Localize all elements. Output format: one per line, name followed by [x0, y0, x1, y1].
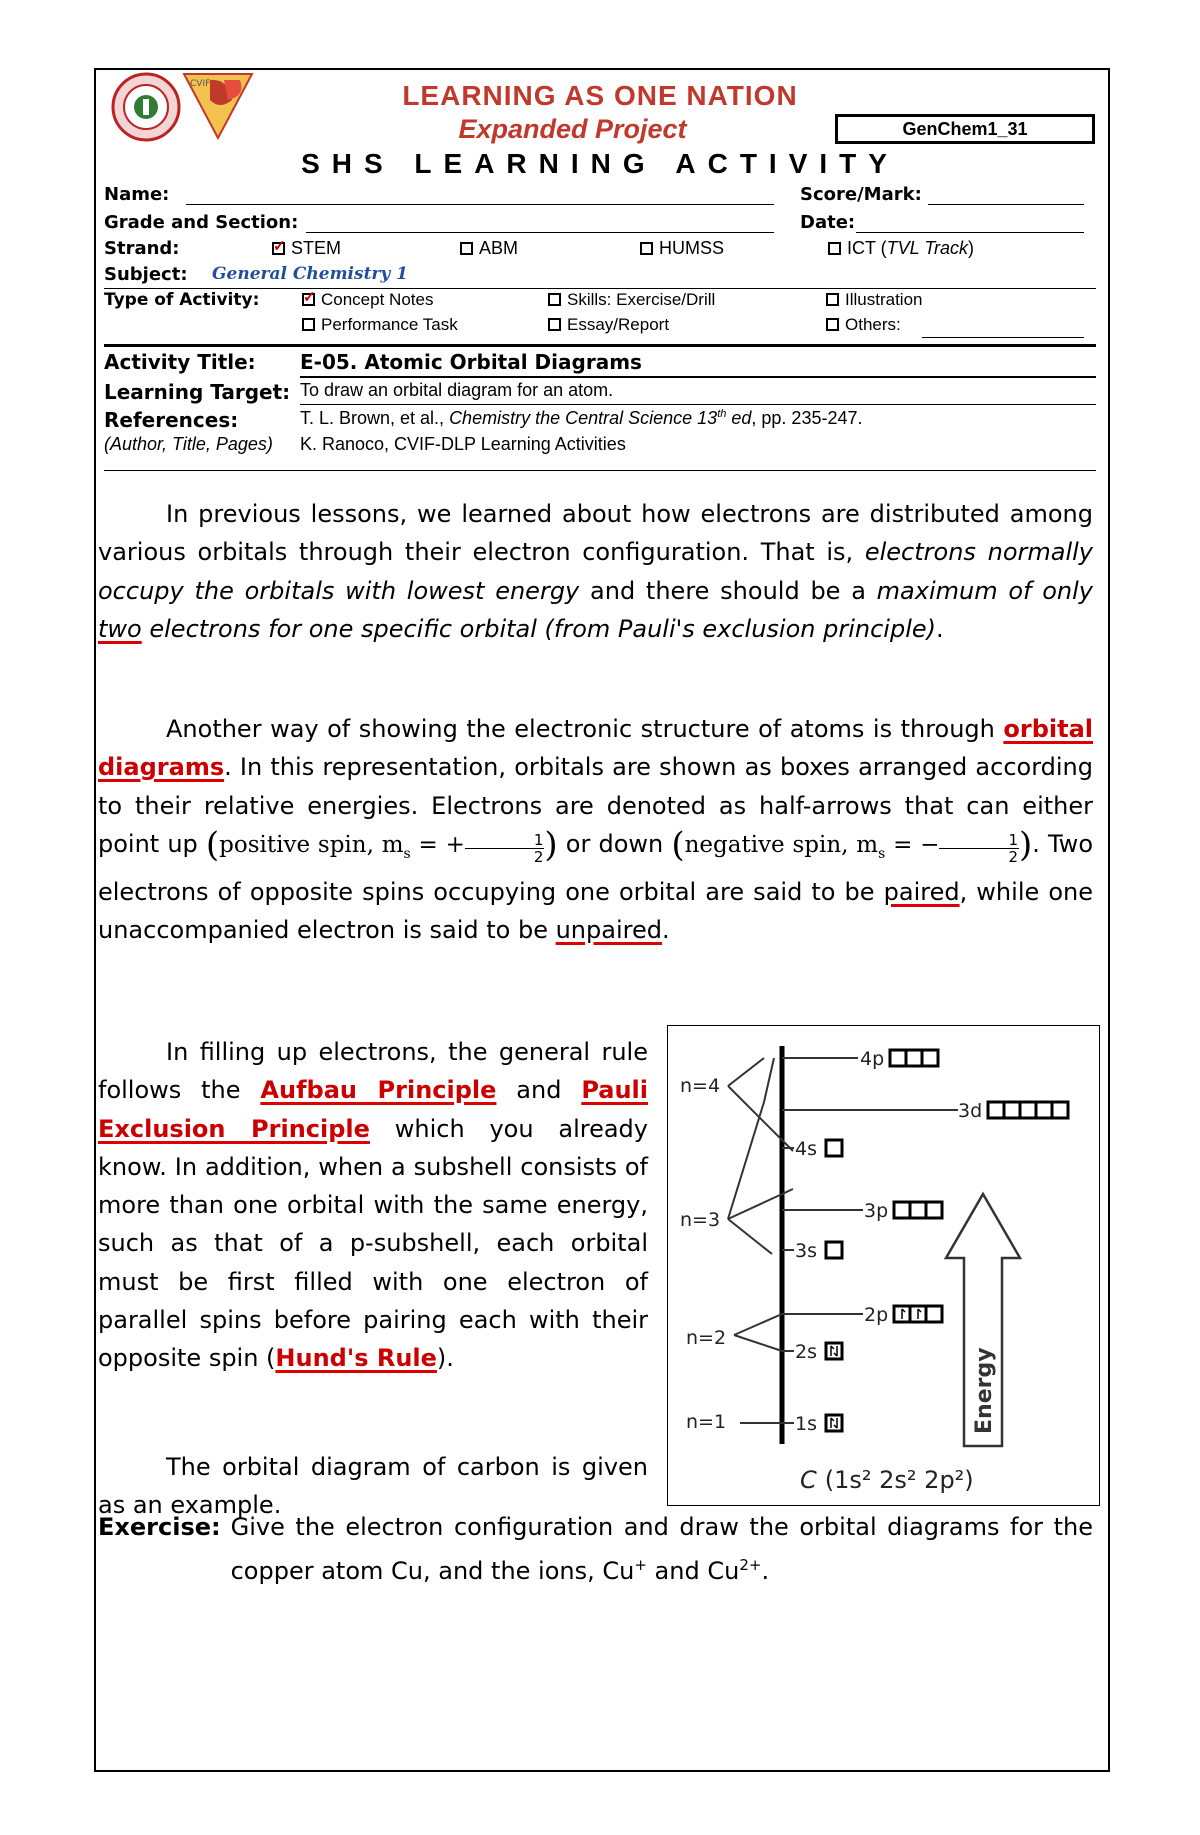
exercise-text-b: and Cu	[646, 1557, 740, 1586]
checkbox-icon[interactable]	[828, 242, 841, 255]
level-1s: 1s	[795, 1413, 817, 1435]
type-label-text: Others:	[845, 315, 901, 334]
p2-period: .	[661, 916, 670, 945]
p1-text-2: and there should be a	[579, 576, 877, 605]
reference-2: K. Ranoco, CVIF-DLP Learning Activities	[300, 434, 626, 454]
orbital-3s	[826, 1242, 842, 1258]
exercise-text-a: Give the electron configuration and draw the orbital diagrams for the copper atom Cu, and the ions, Cu	[230, 1513, 1093, 1586]
frac-den: 2	[533, 847, 544, 866]
term-paired: paired	[883, 877, 960, 906]
strand-ict[interactable]	[828, 238, 974, 259]
level-3d: 3d	[958, 1100, 983, 1122]
paragraph-3	[98, 1033, 648, 1378]
header-title: LEARNING AS ONE NATION	[402, 80, 798, 111]
strand-abm-label: ABM	[479, 238, 519, 258]
level-3s: 3s	[795, 1240, 817, 1262]
strand-ict-track: TVL Track	[886, 238, 969, 258]
grade-field[interactable]	[306, 232, 774, 233]
others-field[interactable]	[922, 337, 1084, 338]
type-label-text: Skills: Exercise/Drill	[567, 290, 716, 309]
p3-close: ).	[436, 1344, 454, 1373]
p3-text-2: which you already know. In addition, when a subshell consists of more than one orbital with the same energy, such as that of a p-subshell, each orbital must be first filled with one electron of parallel spins before pairing each with their opposite spin (	[98, 1114, 648, 1373]
date-label: Date:	[800, 212, 856, 233]
strand-humss-label: HUMSS	[659, 238, 725, 258]
orbitals-3d	[988, 1102, 1068, 1118]
spin-sub: s	[878, 845, 886, 862]
strand-stem[interactable]	[272, 238, 341, 259]
frac-num: 1	[939, 832, 1019, 849]
type-label-text: Performance Task	[321, 315, 458, 334]
orbital-diagram-svg	[668, 1026, 1098, 1504]
references-label: References:	[104, 408, 239, 432]
p1-italic-3: electrons for one specific orbital (from Pauli's exclusion principle)	[141, 614, 936, 643]
paren-open: (	[205, 824, 220, 865]
level-2s: 2s	[795, 1341, 817, 1363]
level-4s: 4s	[795, 1138, 817, 1160]
checkbox-icon[interactable]	[640, 242, 653, 255]
strand-humss[interactable]	[640, 238, 724, 259]
spin-sub: s	[403, 845, 411, 862]
positive-spin: positive spin, m	[219, 831, 404, 858]
p1-period: .	[935, 614, 944, 643]
negative-eq: = −	[885, 831, 940, 858]
caption-atom: C	[800, 1466, 817, 1494]
exercise-sup-2: 2+	[739, 1556, 762, 1575]
divider	[104, 288, 1096, 289]
orbitals-3p	[894, 1202, 942, 1218]
divider-thick	[104, 344, 1096, 347]
reference-1-ed: ed	[726, 408, 752, 428]
reference-1-sup: th	[717, 408, 727, 420]
checkbox-icon[interactable]	[826, 293, 839, 306]
orbital-4s	[826, 1140, 842, 1156]
frac-num: 1	[465, 832, 545, 849]
activity-title-value: E-05. Atomic Orbital Diagrams	[300, 350, 642, 374]
activity-code: GenChem1_31	[835, 114, 1095, 144]
paren-close: )	[544, 824, 558, 865]
caption	[800, 1466, 974, 1494]
level-3p: 3p	[864, 1200, 889, 1222]
checkbox-icon[interactable]	[826, 318, 839, 331]
term-aufbau: Aufbau Principle	[260, 1076, 497, 1105]
reference-1	[300, 408, 863, 429]
header-subtitle: Expanded Project	[458, 114, 687, 144]
exercise	[98, 1508, 1093, 1591]
checkbox-icon[interactable]	[302, 318, 315, 331]
cvif-text: CVIF	[190, 79, 211, 89]
fraction-half	[939, 832, 1019, 865]
p2-text-2: . In this representation, orbitals are shown as boxes arranged according to their relative energies. Electrons are denoted as half-arrows that can either point up	[98, 753, 1093, 858]
term-unpaired: unpaired	[555, 916, 662, 945]
type-label: Type of Activity:	[104, 290, 260, 310]
paren-open: (	[671, 824, 685, 865]
subject-value: General Chemistry 1	[212, 264, 409, 284]
n1-label: n=1	[686, 1411, 727, 1433]
p3-text: In filling up electrons, the general rule follows the	[98, 1038, 648, 1105]
p3-and: and	[496, 1076, 582, 1105]
paren-close: )	[1018, 824, 1033, 865]
target-value: To draw an orbital diagram for an atom.	[300, 380, 614, 400]
orbital-1s	[826, 1415, 842, 1431]
score-field[interactable]	[928, 204, 1084, 205]
title-underline	[300, 376, 1096, 378]
orbital-diagram-figure	[667, 1025, 1100, 1506]
checkbox-icon[interactable]	[272, 242, 285, 255]
target-underline	[300, 404, 1096, 405]
fraction-half	[465, 832, 545, 865]
frac-den: 2	[1008, 847, 1018, 866]
divider	[104, 470, 1096, 471]
subject-label: Subject:	[104, 264, 188, 285]
p4-text: The orbital diagram of carbon is given as an example.	[98, 1453, 648, 1520]
type-others[interactable]	[826, 315, 901, 335]
activity-heading: SHS LEARNING ACTIVITY	[301, 148, 899, 179]
n3-label: n=3	[680, 1209, 721, 1231]
reference-1-authors: T. L. Brown, et al.,	[300, 408, 450, 428]
p1-two: two	[98, 614, 142, 643]
date-field[interactable]	[856, 232, 1084, 233]
strand-ict-label: ICT (	[847, 238, 887, 258]
energy-label: Energy	[972, 1347, 997, 1434]
p1-italic: electrons normally occupy the orbitals with lowest energy	[98, 538, 1093, 605]
p2-text-3: . Two electrons of opposite spins occupying one orbital are said to be	[98, 829, 1093, 906]
score-label: Score/Mark:	[800, 184, 922, 205]
type-label-text: Concept Notes	[321, 290, 434, 309]
exercise-period: .	[761, 1557, 770, 1586]
type-label-text: Essay/Report	[567, 315, 670, 334]
caption-config: (1s² 2s² 2p²)	[824, 1466, 974, 1494]
p2-text: Another way of showing the electronic structure of atoms is through	[166, 715, 1004, 743]
checkbox-icon[interactable]	[302, 293, 315, 306]
type-essay[interactable]	[548, 315, 669, 335]
grade-label: Grade and Section:	[104, 212, 299, 233]
term-hunds-rule: Hund's Rule	[275, 1344, 437, 1373]
positive-eq: = +	[410, 831, 465, 858]
type-performance-task[interactable]	[302, 315, 458, 335]
exercise-label: Exercise:	[98, 1513, 221, 1541]
strand-ict-tail: )	[968, 238, 975, 258]
n2-label: n=2	[686, 1327, 727, 1349]
p1-italic-2: maximum of only	[876, 576, 1094, 605]
term-orbital-diagrams: orbital diagrams	[98, 715, 1093, 782]
type-skills[interactable]	[548, 290, 715, 310]
paragraph-1	[98, 495, 1093, 648]
level-4p: 4p	[860, 1048, 885, 1070]
checkbox-icon[interactable]	[548, 293, 561, 306]
activity-title-label: Activity Title:	[104, 350, 256, 374]
checkbox-icon[interactable]	[548, 318, 561, 331]
p2-or-down: or down	[557, 829, 672, 858]
name-label: Name:	[104, 184, 170, 205]
p1-text: In previous lessons, we learned about how electrons are distributed among various orbitals through their electron configuration. That is,	[98, 500, 1093, 567]
checkbox-icon[interactable]	[460, 242, 473, 255]
reference-1-title: Chemistry the Central Science 13	[449, 408, 718, 428]
term-pauli: Pauli Exclusion Principle	[98, 1076, 648, 1143]
n4-label: n=4	[680, 1075, 721, 1097]
type-label-text: Illustration	[845, 290, 923, 309]
references-sub: (Author, Title, Pages)	[104, 434, 273, 454]
name-field[interactable]	[186, 204, 774, 205]
type-concept-notes[interactable]	[302, 290, 433, 310]
paragraph-2	[98, 710, 1093, 950]
p2-text-4: , while one unaccompanied electron is said to be	[98, 877, 1093, 945]
level-2p: 2p	[864, 1304, 889, 1326]
exercise-text	[231, 1508, 1093, 1591]
strand-stem-label: STEM	[291, 238, 342, 258]
reference-1-pages: , pp. 235-247.	[751, 408, 863, 428]
exercise-sup-1: +	[634, 1556, 647, 1575]
strand-label: Strand:	[104, 238, 180, 259]
target-label: Learning Target:	[104, 380, 291, 404]
type-illustration[interactable]	[826, 290, 922, 310]
orbitals-4p	[890, 1050, 938, 1066]
orbital-2s	[826, 1343, 842, 1359]
negative-spin: negative spin, m	[684, 831, 879, 858]
strand-abm[interactable]	[460, 238, 518, 259]
